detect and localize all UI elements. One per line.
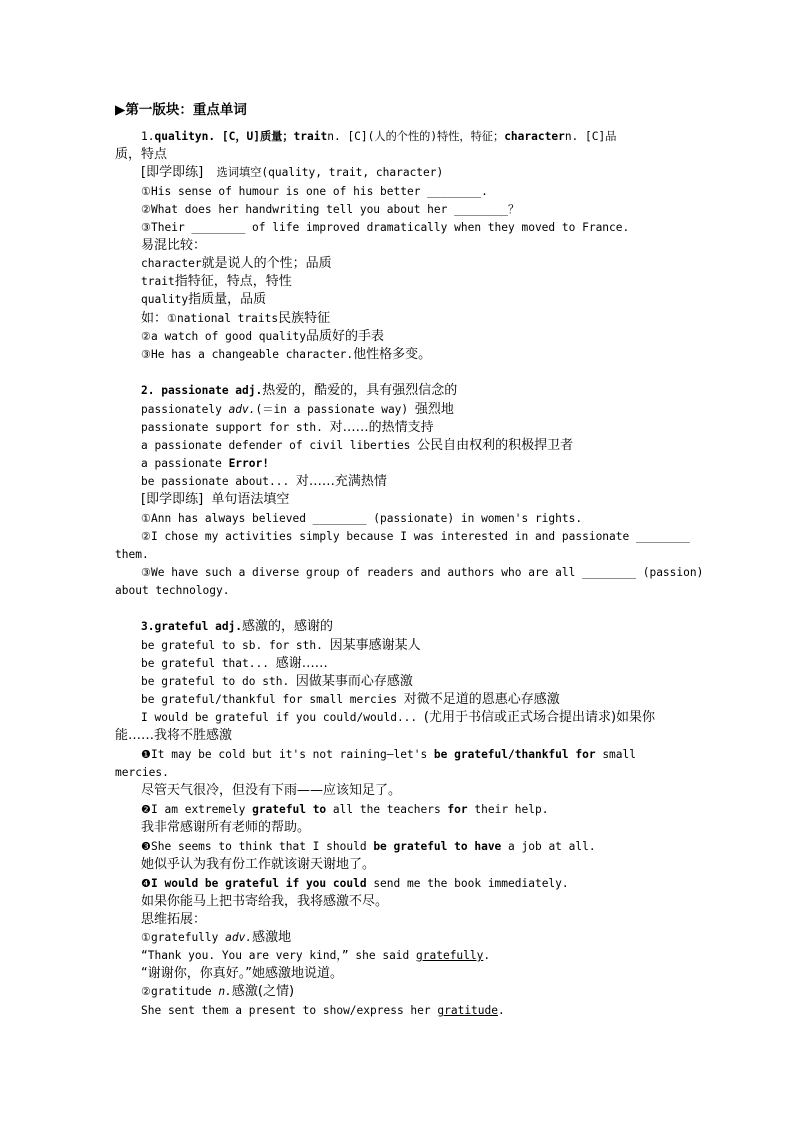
sentence-2-cn: 我非常感谢所有老师的帮助。 (141, 820, 311, 835)
entry3-gloss: 感激的，感谢的 (242, 619, 334, 634)
exercise-2-2-cont: them. (115, 548, 149, 561)
compare-label: 易混比较： (141, 238, 207, 253)
compare-word: character (141, 257, 202, 270)
phrase-en: a passionate (141, 457, 229, 470)
entry2-line-3 (141, 437, 573, 455)
entry1-practice (141, 164, 443, 182)
number-marker: ❷ (141, 803, 152, 816)
sentence-3 (141, 838, 596, 856)
number-marker: ❶ (141, 748, 152, 761)
example-underlined: gratefully (416, 949, 484, 962)
pos-trait: n. [C](人的个性的)特性，特征； (327, 130, 505, 143)
exercise-2-2: ②I chose my activities simply because I was interested in and passionate ________ (141, 530, 690, 543)
sentence-key: grateful to (252, 803, 327, 816)
phrase-cn: 对……的热情支持 (329, 420, 434, 435)
pos-quality: n. [C，U]质量； (201, 130, 294, 143)
phrase-en: be passionate about... (141, 475, 296, 488)
sentence-text: a job at all. (501, 840, 596, 853)
compare-gloss: 指特征，特点，特性 (174, 274, 292, 289)
exercise-1-3: ③Their ________ of life improved dramatically when they moved to France. (141, 221, 630, 234)
example-text: . (498, 1004, 505, 1017)
entry1-header (141, 128, 616, 146)
sentence-4-cn: 如果你能马上把书寄给我，我将感激不尽。 (141, 894, 389, 909)
compare-word: trait (141, 275, 175, 288)
entry3-word: 3.grateful adj. (141, 620, 243, 633)
practice-task: 选词填空(quality, trait, character) (216, 166, 444, 179)
derivative-1-example (141, 947, 490, 965)
example-1 (141, 310, 330, 328)
entry1-number: 1. (141, 130, 155, 143)
pos-character: n. [C]品 (564, 130, 617, 143)
derivative-pos: adv. (225, 931, 253, 944)
sentence-text: their help. (467, 803, 549, 816)
phrase-cn: 对微不足道的恩惠心存感激 (403, 692, 560, 707)
exercise-2-3-cont: about technology. (115, 584, 230, 597)
phrase-en: passionately (141, 403, 229, 416)
derivative-gloss: 感激(之情) (231, 984, 295, 999)
phrase-en: be grateful to sb. for sth. (141, 639, 330, 652)
example-text: “Thank you. You are very kind，” she said (141, 949, 417, 962)
phrase-cn: 感谢…… (275, 656, 328, 671)
sentence-2 (141, 801, 548, 819)
entry3-header (141, 618, 333, 636)
entry3-line-5 (141, 709, 655, 727)
example-prefix: 如： (141, 311, 168, 326)
compare-quality (141, 291, 266, 309)
entry2-gloss: 热爱的，酷爱的，具有强烈信念的 (262, 383, 458, 398)
example-3 (141, 346, 431, 364)
word-trait: trait (293, 130, 328, 143)
derivative-word: ②gratitude (141, 985, 219, 998)
example-cn: 他性格多变。 (353, 347, 432, 362)
entry2-word: 2. passionate adj. (141, 384, 263, 397)
exercise-1-1: ①His sense of humour is one of his better ________. (141, 185, 488, 198)
compare-trait (141, 273, 292, 291)
entry3-line-1 (141, 637, 421, 655)
example-underlined: gratitude (437, 1004, 498, 1017)
derivative-word: ①gratefully (141, 931, 226, 944)
exercise-2-1: ①Ann has always believed ________ (passionate) in women's rights. (141, 512, 583, 525)
phrase-en: a passionate defender of civil liberties (141, 439, 418, 452)
entry1-header-cont: 质，特点 (115, 147, 168, 162)
sentence-text: It may be cold but it's not raining—let's (151, 748, 434, 761)
entry3-line-3 (141, 673, 413, 691)
entry3-line-2 (141, 655, 328, 673)
sentence-key: I would be grateful if you could (151, 877, 367, 890)
sentence-3-cn: 她似乎认为我有份工作就该谢天谢地了。 (141, 857, 376, 872)
sentence-1-cont: mercies. (115, 766, 169, 779)
example-en: ①national traits (167, 312, 279, 325)
sentence-text: She seems to think that I should (151, 840, 374, 853)
derivative-pos: n. (218, 985, 232, 998)
phrase-en: be grateful/thankful for small mercies (141, 693, 404, 706)
exercise-2-3: ③We have such a diverse group of readers and authors who are all ________ (passion) (141, 566, 704, 579)
phrase-pos: adv. (228, 403, 256, 416)
entry2-line-1 (141, 401, 454, 419)
sentence-4 (141, 875, 569, 893)
example-en: ②a watch of good quality (141, 330, 306, 343)
entry3-line-5-cont: 能……我将不胜感激 (115, 728, 233, 743)
expand-label: 思维拓展： (141, 912, 207, 927)
compare-gloss: 指质量，品质 (188, 292, 267, 307)
sentence-key: be grateful to have (373, 840, 502, 853)
phrase-en: I would be grateful if you could/would... (141, 711, 424, 724)
phrase-cn: 对……充满热情 (295, 474, 387, 489)
compare-character (141, 255, 332, 273)
sentence-text: all the teachers (326, 803, 448, 816)
compare-gloss: 就是说人的个性；品质 (201, 256, 332, 271)
phrase-en-b: (＝in a passionate way) (255, 403, 415, 416)
word-quality: quality (154, 130, 202, 143)
entry3-line-4 (141, 691, 560, 709)
sentence-1-cn: 尽管天气很冷，但没有下雨——应该知足了。 (141, 783, 402, 798)
phrase-cn: 因做某事而心存感激 (295, 674, 413, 689)
entry2-line-4 (141, 455, 269, 473)
word-character: character (504, 130, 565, 143)
entry2-header (141, 382, 457, 400)
practice-label: [即学即练] (141, 492, 204, 507)
practice-label: [即学即练] (141, 165, 204, 180)
number-marker: ❹ (141, 877, 152, 890)
section-title: ▶第一版块：重点单词 (115, 102, 247, 118)
phrase-en: passionate support for sth. (141, 421, 330, 434)
sentence-text: send me the book immediately. (366, 877, 569, 890)
derivative-1-cn: “谢谢你，你真好。”她感激地说道。 (141, 966, 343, 981)
exercise-1-2: ②What does her handwriting tell you about her ________？ (141, 203, 520, 216)
example-en: ③He has a changeable character. (141, 348, 354, 361)
example-cn: 民族特征 (278, 311, 331, 326)
error-text: Error! (228, 457, 269, 470)
derivative-1 (141, 929, 291, 947)
phrase-cn: 公民自由权利的积极捍卫者 (417, 438, 574, 453)
number-marker: ❸ (141, 840, 152, 853)
derivative-2-example (141, 1002, 505, 1020)
compare-word: quality (141, 293, 189, 306)
phrase-en: be grateful that... (141, 657, 276, 670)
sentence-text: I am extremely (151, 803, 253, 816)
entry2-practice (141, 491, 289, 509)
sentence-text: small (595, 748, 636, 761)
phrase-cn: 强烈地 (414, 402, 454, 417)
example-text: . (483, 949, 491, 962)
phrase-cn: (尤用于书信或正式场合提出请求)如果你 (423, 710, 656, 725)
derivative-2 (141, 983, 294, 1001)
example-2 (141, 328, 384, 346)
sentence-key: for (447, 803, 468, 816)
example-cn: 品质好的手表 (305, 329, 384, 344)
sentence-1 (141, 746, 636, 764)
phrase-en: be grateful to do sth. (141, 675, 296, 688)
practice-task: 单句语法填空 (211, 492, 290, 507)
derivative-gloss: 感激地 (252, 930, 292, 945)
entry2-line-5 (141, 473, 387, 491)
phrase-cn: 因某事感谢某人 (329, 638, 421, 653)
sentence-key: be grateful/thankful for (433, 748, 596, 761)
example-text: She sent them a present to show/express her (141, 1004, 438, 1017)
entry2-line-2 (141, 419, 434, 437)
